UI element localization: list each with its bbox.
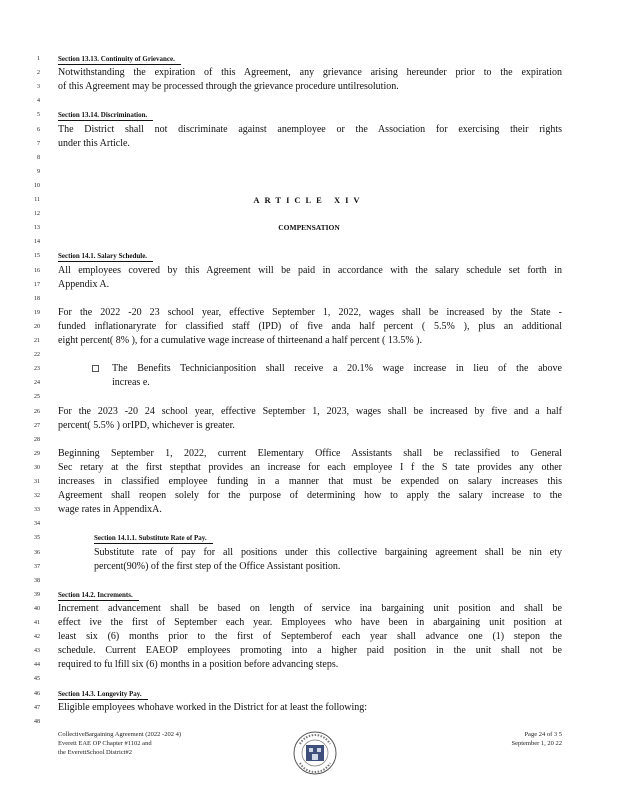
line-number: 36 [34, 549, 40, 556]
line-number: 47 [34, 704, 40, 711]
document-line [0, 221, 618, 235]
subsection-heading [94, 531, 562, 545]
line-number: 35 [34, 535, 40, 542]
footer-right [470, 730, 562, 748]
paragraph-text: Agreement shall reopen solely for the purpose of determining how to apply the salary increase to the [58, 490, 562, 502]
section-heading [58, 588, 562, 602]
district-seal-icon [292, 730, 338, 776]
bullet-box-icon [92, 365, 99, 372]
line-number: 11 [34, 197, 40, 203]
line-number: 34 [34, 521, 40, 528]
line-number: 13 [34, 225, 40, 232]
line-number: 23 [34, 366, 40, 373]
document-line [0, 546, 618, 560]
paragraph-text: schedule. Current EAEOP employees promoting into a higher paid position in the unit shall not be [58, 645, 562, 657]
document-line [0, 151, 618, 165]
line-number: 27 [34, 422, 40, 429]
document-line [0, 249, 618, 263]
paragraph-text: wage rates in AppendixA. [58, 504, 162, 516]
document-line [0, 419, 618, 433]
line-number: 39 [34, 591, 40, 598]
document-line [0, 278, 618, 292]
line-number: 25 [34, 394, 40, 401]
line-number: 22 [34, 352, 40, 359]
paragraph-text: Appendix A. [58, 278, 110, 290]
line-number: 43 [34, 648, 40, 655]
line-number: 2 [37, 70, 40, 77]
document-line [0, 574, 618, 588]
paragraph-text: All employees covered by this Agreement will be paid in accordance with the salary schedule set forth in [58, 264, 562, 276]
line-number: 7 [37, 140, 40, 147]
footer-district: the EverettSchool District#2 [58, 749, 133, 756]
line-number: 48 [34, 718, 40, 725]
paragraph-text: Sec retary at the first stepthat provides an increase for each employee I f the S tate provides any other [58, 461, 562, 473]
document-line [0, 165, 618, 179]
line-number: 24 [34, 380, 40, 387]
paragraph-text: under this Article. [58, 137, 130, 149]
line-number: 40 [34, 605, 40, 612]
document-line [0, 701, 618, 715]
document-line [0, 475, 618, 489]
section-heading [58, 249, 562, 263]
section-heading [58, 52, 562, 66]
bullet-text: increas e. [112, 377, 150, 389]
paragraph-text: Beginning September 1, 2022, current Elementary Office Assistants shall be reclassified to General [58, 447, 562, 459]
document-line [0, 292, 618, 306]
document-line [0, 207, 618, 221]
line-number: 32 [34, 493, 40, 500]
line-number: 45 [34, 676, 40, 683]
paragraph-text: For the 2023 -20 24 school year, effective September 1, 2023, wages shall be increased by five and a half [58, 405, 562, 417]
section-heading [58, 687, 562, 701]
section-heading [58, 108, 562, 122]
line-number: 10 [34, 182, 40, 189]
line-number: 28 [34, 436, 40, 443]
document-line [0, 334, 618, 348]
paragraph-text: of this Agreement may be processed through the grievance procedure untilresolution. [58, 81, 399, 93]
heading-label: Section 13.14. Discrimination. [58, 111, 153, 121]
document-line [0, 376, 618, 390]
paragraph-text: The District shall not discriminate against anemployee or the Association for exercising their rights [58, 123, 562, 135]
line-number: 5 [37, 112, 40, 119]
document-line [0, 80, 618, 94]
document-line [0, 320, 618, 334]
document-line [0, 588, 618, 602]
paragraph-text: percent( 5.5% ) orIPD, whichever is greater. [58, 419, 235, 431]
document-line [0, 66, 618, 80]
document-line [0, 362, 618, 376]
document-line [0, 503, 618, 517]
document-line [0, 531, 618, 545]
line-number: 31 [34, 479, 40, 485]
line-number: 14 [34, 239, 40, 246]
line-number: 17 [34, 281, 40, 288]
document-line [0, 264, 618, 278]
document-line [0, 123, 618, 137]
heading-label: Section 13.13. Continuity of Grievance. [58, 55, 181, 65]
document-line [0, 405, 618, 419]
line-number: 8 [37, 154, 40, 161]
footer-agreement-title: CollectiveBargaining Agreement (2022 -202 4) [58, 731, 181, 738]
paragraph-text: Eligible employees whohave worked in the District for at least the following: [58, 701, 368, 713]
document-line [0, 602, 618, 616]
line-number: 42 [34, 634, 40, 641]
line-number: 20 [34, 323, 40, 330]
document-line [0, 137, 618, 151]
line-number: 15 [34, 253, 40, 260]
footer-date: September 1, 20 22 [511, 740, 562, 747]
document-line [0, 108, 618, 122]
line-number: 37 [34, 563, 40, 570]
heading-label: Section 14.2. Increments. [58, 591, 139, 601]
line-number: 19 [34, 309, 40, 316]
document-line [0, 630, 618, 644]
paragraph-text: effect ive the first of September each year. Employees who have been in abargaining unit position at [58, 617, 562, 628]
document-line [0, 687, 618, 701]
line-number: 1 [37, 56, 40, 62]
paragraph-text: For the 2022 -20 23 school year, effective September 1, 2022, wages shall be increased by the State - [58, 306, 562, 318]
document-line [0, 235, 618, 249]
paragraph-text: Notwithstanding the expiration of this Agreement, any grievance arising hereunder prior to the expiration [58, 67, 562, 79]
footer-page-number: Page 24 of 3 5 [524, 731, 562, 738]
document-line [0, 461, 618, 475]
document-line [0, 517, 618, 531]
paragraph-text: eight percent( 8% ), for a cumulative wage increase of thirteenand a half percent ( 13.5% ). [58, 335, 422, 346]
document-line [0, 447, 618, 461]
paragraph-text: percent(90%) of the first step of the Office Assistant position. [94, 560, 341, 572]
line-number: 16 [34, 267, 40, 274]
line-number: 18 [34, 295, 40, 302]
line-number: 29 [34, 450, 40, 457]
heading-label: Section 14.3. Longevity Pay. [58, 690, 148, 700]
document-line [0, 179, 618, 193]
document-line [0, 658, 618, 672]
line-number: 21 [34, 338, 40, 344]
line-number: 3 [37, 84, 40, 91]
bullet-text: The Benefits Technicianposition shall receive a 20.1% wage increase in lieu of the above [112, 363, 562, 375]
line-number: 33 [34, 507, 40, 514]
document-line [0, 348, 618, 362]
line-number: 6 [37, 126, 40, 133]
document-line [0, 644, 618, 658]
line-number: 4 [37, 98, 40, 105]
line-number: 44 [34, 662, 40, 669]
footer-left [58, 730, 181, 757]
article-subtitle: COMPENSATION [278, 223, 340, 233]
line-number: 38 [34, 577, 40, 584]
line-number: 41 [34, 620, 40, 626]
line-number: 46 [34, 690, 40, 697]
document-line [0, 193, 618, 207]
document-line [0, 390, 618, 404]
document-line [0, 306, 618, 320]
line-number: 30 [34, 464, 40, 471]
paragraph-text: required to fu lfill six (6) months in a position before advancing steps. [58, 659, 339, 671]
document-line [0, 94, 618, 108]
footer-chapter: Everett EAE OP Chapter #1102 and [58, 740, 152, 747]
document-line [0, 560, 618, 574]
document-line [0, 672, 618, 686]
heading-label: Section 14.1.1. Substitute Rate of Pay. [94, 534, 213, 544]
document-line [0, 715, 618, 729]
line-number: 9 [37, 168, 40, 175]
document-line [0, 433, 618, 447]
paragraph-text: Substitute rate of pay for all positions under this collective bargaining agreement shall be nin ety [94, 546, 562, 558]
paragraph-text: Increment advancement shall be based on length of service ina bargaining unit position and shall be [58, 602, 562, 614]
document-line [0, 489, 618, 503]
line-number: 26 [34, 408, 40, 415]
document-line [0, 616, 618, 630]
heading-label: Section 14.1. Salary Schedule. [58, 252, 153, 262]
document-line [0, 52, 618, 66]
paragraph-text: least six (6) months prior to the first of Septemberof each year shall advance one (1) stepon the [58, 631, 562, 643]
paragraph-text: funded inflationaryrate for classified staff (IPD) of five anda half percent ( 5.5% ), plus an additional [58, 320, 562, 332]
paragraph-text: increases in classified employee funding in a manner that must be expended on salary increases this [58, 476, 562, 487]
line-number: 12 [34, 211, 40, 218]
article-title: ARTICLE XIV [253, 195, 365, 205]
